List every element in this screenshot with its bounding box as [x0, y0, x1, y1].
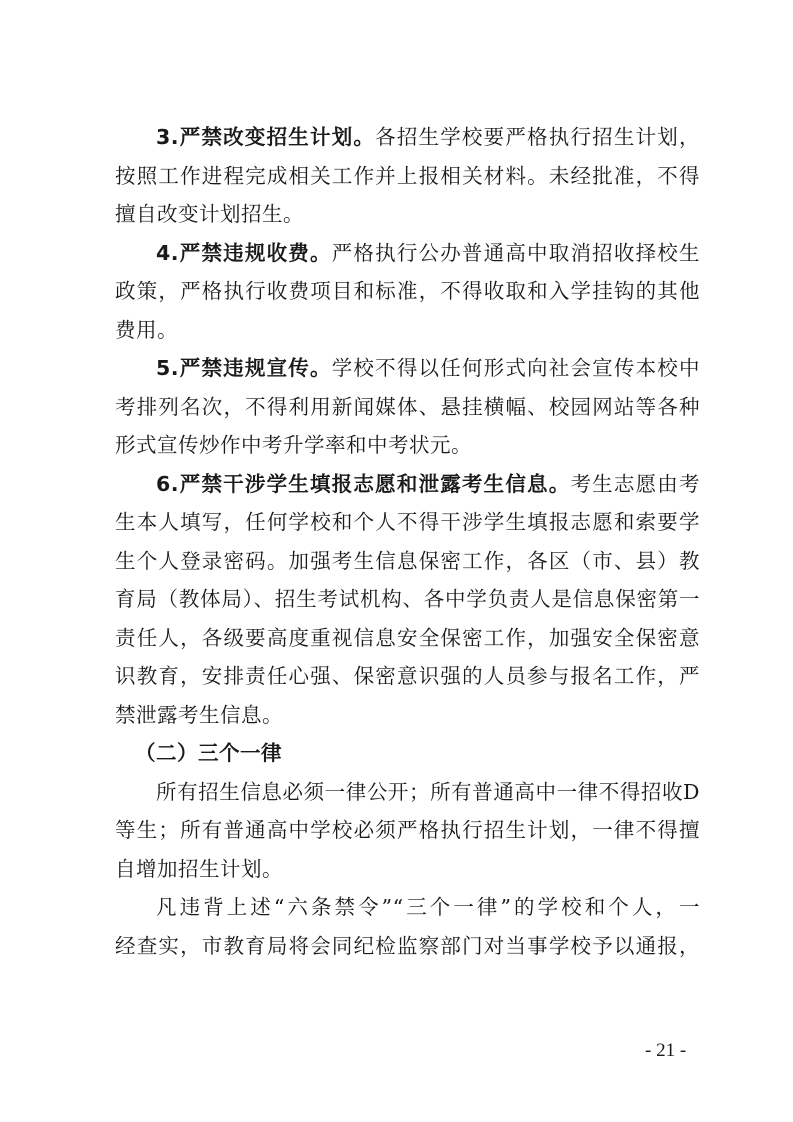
- rule-6-text: 考生志愿由考: [570, 471, 700, 496]
- rule-3-title: 3.严禁改变招生计划。: [156, 125, 376, 149]
- rule-5-line-2: 考排列名次，不得利用新闻媒体、悬挂横幅、校园网站等各种: [115, 394, 700, 419]
- rule-6-title: 6.严禁干涉学生填报志愿和泄露考生信息。: [156, 471, 571, 496]
- rule-4-line-3: 费用。: [115, 317, 178, 342]
- section-heading-text: （二）三个一律: [135, 741, 282, 765]
- rule-4-text: 严格执行公办普通高中取消招收择校生: [331, 240, 700, 265]
- violation-line-1: 凡违背上述“六条禁令”“三个一律”的学校和个人，一: [156, 895, 700, 919]
- three-rules-line-1: 所有招生信息必须一律公开；所有普通高中一律不得招收D: [156, 779, 700, 804]
- rule-6-line-2: 生本人填写，任何学校和个人不得干涉学生填报志愿和索要学: [115, 510, 700, 534]
- rule-6-line-6: 识教育，安排责任心强、保密意识强的人员参与报名工作，严: [115, 664, 700, 688]
- rule-6-line-4: 育局（教体局）、招生考试机构、各中学负责人是信息保密第一: [115, 587, 700, 611]
- rule-3-line-3: 擅自改变计划招生。: [115, 202, 304, 226]
- rule-5-text: 学校不得以任何形式向社会宣传本校中: [331, 356, 700, 380]
- rule-6-line-7: 禁泄露考生信息。: [115, 702, 283, 727]
- three-rules-line-2: 等生；所有普通高中学校必须严格执行招生计划，一律不得擅: [115, 818, 700, 842]
- page-number: - 21 -: [645, 1040, 687, 1061]
- rule-5-line-3: 形式宣传炒作中考升学率和中考状元。: [115, 433, 472, 457]
- rule-3-line-1: [115, 118, 700, 157]
- rule-4-line-2: 政策，严格执行收费项目和标准，不得收取和入学挂钩的其他: [115, 279, 700, 303]
- rule-6-line-1: [115, 465, 700, 504]
- violation-line-2: 经查实，市教育局将会同纪检监察部门对当事学校予以通报，: [115, 933, 700, 958]
- rule-5-title: 5.严禁违规宣传。: [156, 356, 332, 380]
- rule-6-line-5: 责任人，各级要高度重视信息安全保密工作，加强安全保密意: [115, 625, 700, 650]
- three-rules-line-3: 自增加招生计划。: [115, 856, 283, 881]
- section-heading: [115, 734, 700, 773]
- rule-4-title: 4.严禁违规收费。: [156, 240, 332, 265]
- rule-5-line-1: [115, 349, 700, 388]
- rule-4-line-1: [115, 234, 700, 273]
- document-body: [115, 118, 700, 965]
- rule-3-line-2: 按照工作进程完成相关工作并上报相关材料。未经批准，不得: [115, 163, 700, 188]
- rule-3-text: 各招生学校要严格执行招生计划，: [375, 125, 700, 149]
- rule-6-line-3: 生个人登录密码。加强考生信息保密工作，各区（市、县）教: [115, 548, 700, 573]
